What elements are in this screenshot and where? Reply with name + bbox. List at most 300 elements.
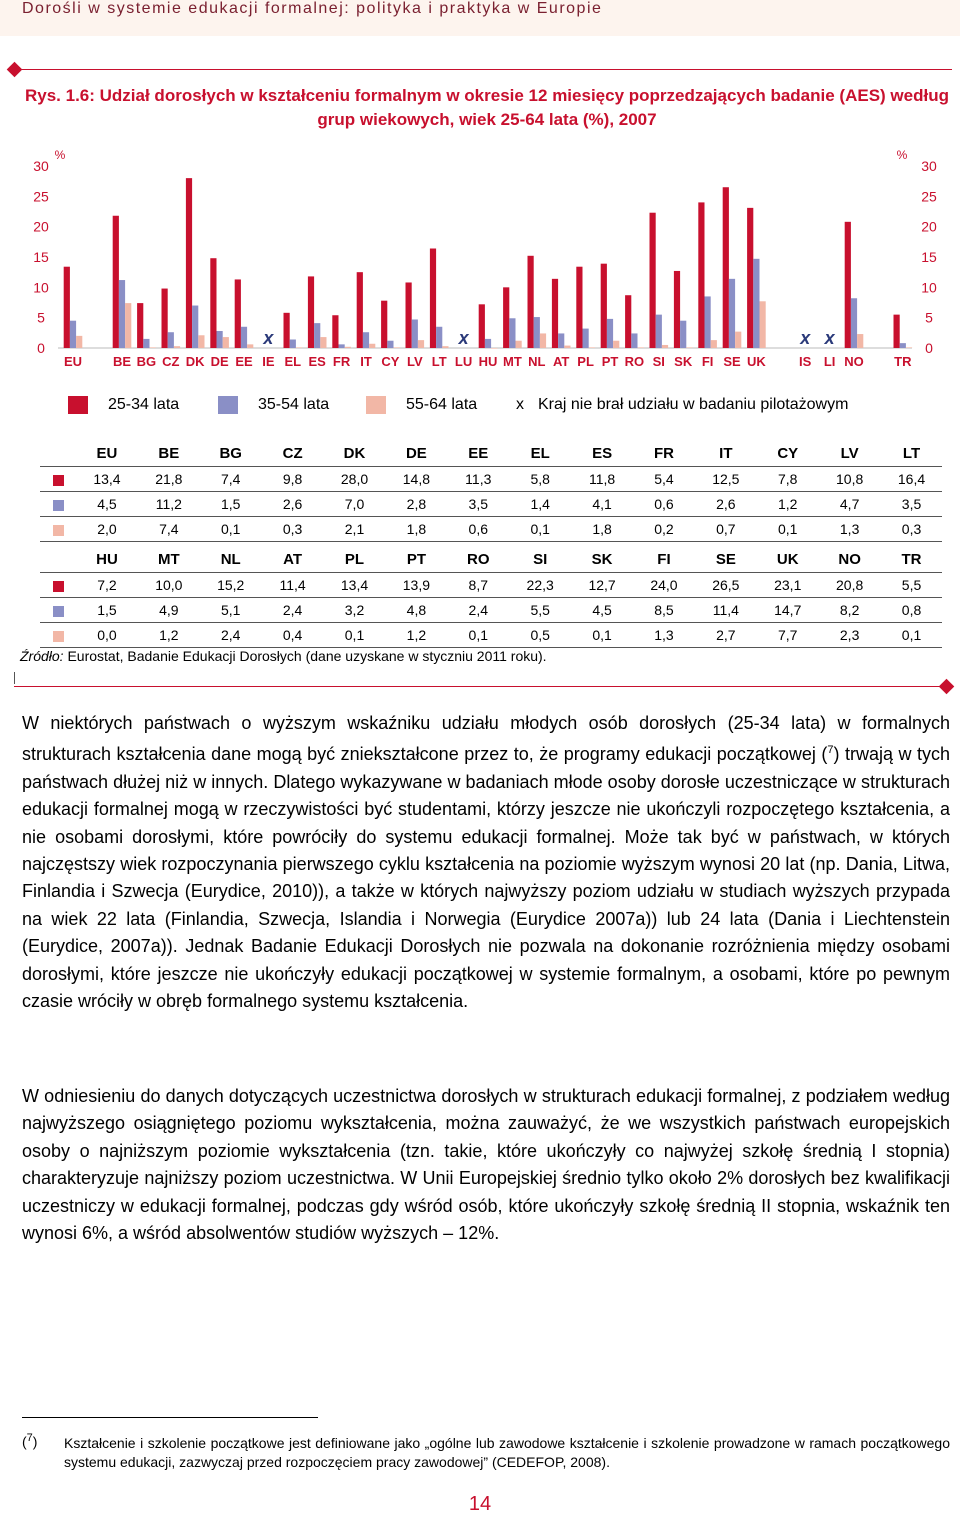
x-tick-label: BG [136,354,157,369]
table-key-cell [40,467,76,492]
bar [558,333,564,348]
table-cell: 1,4 [509,492,571,517]
column-header: LT [881,440,943,467]
table-cell: 4,5 [76,492,138,517]
bar [430,249,436,348]
column-header: EU [76,440,138,467]
bar [900,343,906,348]
legend-label: 55-64 lata [406,396,478,413]
table-cell: 10,0 [138,573,200,598]
y-tick-label: 30 [921,158,937,174]
bar [845,222,851,348]
bar [125,303,131,348]
column-header: DK [324,440,386,467]
table-cell: 0,1 [509,517,571,542]
bar [290,340,296,348]
bar [345,347,351,348]
paragraph-text: ) trwają w tych państwach dłużej niż w innych. Dlatego wykazywane w badaniach młode osoby dorosłe uczestniczące w strukturach edukacji formalnej mogą w rzeczywistości być studentami, którzy jeszcze nie ukończyli rozpoczętego kształcenia, a nie osobami dorosłymi, które powróciły do systemu edukacji formalnej. Może tak być w państwach, w których najczęstszy wiek rozpoczynania pierwszego cyklu kształcenia na poziomie wyższym wynosi 20 lat (np. Dania, Litwa, Finlandia i Szwecja (Eurydice, 2010)), a także w których najwyższy poziom udziału w studiach wyższych przypada na wiek 22 lata (Finlandia, Szwecja, Islandia i Norwegia (Eurydice 2007a)) lub 24 lata (Dania i Liechtenstein (Eurydice, 2007a)). Jednak Badanie Edukacji Dorosłych nie pozwala na dokonanie rozróżnienia między osobami dorosłymi, które jeszcze nie ukończyły edukacji początkowej w systemie formalnym, a osobami, które po pewnym czasie wróciły w obręb formalnego systemu kształcenia. [22,744,950,1012]
table-cell: 13,9 [385,573,447,598]
column-header: AT [262,546,324,573]
bar [656,315,662,348]
legend-x-mark: x [516,396,524,413]
bar [509,318,515,348]
bar [70,321,76,348]
y-tick-label: 10 [921,279,937,296]
table-cell: 5,8 [509,467,571,492]
table-cell: 7,7 [757,623,819,648]
bar [192,306,198,348]
column-header: BG [200,440,262,467]
table-cell: 4,8 [385,598,447,623]
table-cell: 4,5 [571,598,633,623]
table-cell: 3,5 [447,492,509,517]
series-swatch [53,606,64,617]
paragraph-1 [22,710,950,1015]
chart-legend [68,396,948,420]
bar [729,279,735,348]
bar [552,279,558,348]
running-title: Dorośli w systemie edukacji formalnej: polityka i praktyka w Europie [22,0,603,17]
bar [363,332,369,348]
table-cell: 1,2 [757,492,819,517]
series-swatch [53,475,64,486]
bar [320,337,326,348]
table-cell: 0,1 [324,623,386,648]
table-cell: 11,4 [262,573,324,598]
footnote-ref: 7 [827,744,834,757]
table-cell: 5,1 [200,598,262,623]
table-cell: 1,2 [385,623,447,648]
x-tick-label: HU [478,354,498,369]
table-cell: 0,2 [633,517,695,542]
table-cell: 0,1 [200,517,262,542]
column-header: EL [509,440,571,467]
frame-corner [14,672,15,684]
bar [381,301,387,348]
bar [113,216,119,348]
bar [540,333,546,348]
column-header: NO [819,546,881,573]
bar [162,289,168,348]
x-tick-label: MT [503,354,522,369]
table-header-row [40,546,942,573]
series-swatch [53,581,64,592]
bar [503,287,509,348]
table-cell: 22,3 [509,573,571,598]
figure-title: Rys. 1.6: Udział dorosłych w kształceniu formalnym w okresie 12 miesięcy poprzedzających badanie (AES) według grup wiekowych, wiek 25-64 lata (%), 2007 [25,86,949,129]
missing-mark: x [458,328,469,348]
bar [753,259,759,348]
bar [198,335,204,348]
legend-label: 35-54 lata [258,396,330,413]
table-cell: 1,5 [76,598,138,623]
table-cell: 1,5 [200,492,262,517]
table-cell: 12,5 [695,467,757,492]
footnote-text: Kształcenie i szkolenie początkowe jest definiowane jako „ogólne lub zawodowe kształcenie i szkolenie prowadzone w ramach początkowego systemu edukacji, zazwyczaj przed rozpoczęciem pracy zawodowej” (CEDEFOP, 2008). [64,1435,950,1470]
bar [314,323,320,348]
bar [479,304,485,348]
y-tick-label: 20 [921,218,937,235]
bar [339,344,345,348]
footnote-paren: ) [32,1433,38,1450]
x-tick-label: LI [823,354,836,369]
table-row [40,623,942,648]
paragraph-text: W niektórych państwach o wyższym wskaźniku udziału młodych osób dorosłych (25-34 lata) w formalnych strukturach kształcenia dane mogą być zniekształcone przez to, że programy edukacji początkowej ( [22,713,950,765]
table-cell: 1,3 [633,623,695,648]
legend-label: 25-34 lata [108,396,180,413]
bar [583,329,589,348]
x-tick-label: LV [406,354,423,369]
table-cell: 4,1 [571,492,633,517]
x-tick-label: NO [844,354,864,369]
bar [119,280,125,348]
bar [284,313,290,348]
table-cell: 3,5 [881,492,943,517]
table-cell: 0,6 [447,517,509,542]
series-swatch [53,500,64,511]
table-cell: 14,7 [757,598,819,623]
bar-chart [0,140,960,380]
table-cell: 5,4 [633,467,695,492]
bar [247,344,253,348]
x-tick-label: IE [262,354,275,369]
table-cell: 16,4 [881,467,943,492]
table-cell: 0,1 [881,623,943,648]
bar [150,347,156,348]
top-rule [20,69,952,70]
y-tick-label: 5 [37,309,45,326]
bar [625,295,631,348]
bar [394,347,400,348]
bar [662,345,668,348]
x-tick-label: LU [454,354,473,369]
table-cell: 11,3 [447,467,509,492]
legend-item-35-54 [218,396,329,414]
column-header: FI [633,546,695,573]
legend-swatch [366,396,386,414]
table-cell: 7,4 [138,517,200,542]
table-cell: 13,4 [76,467,138,492]
column-header: SI [509,546,571,573]
x-tick-label: SE [723,354,741,369]
column-header: ES [571,440,633,467]
series-swatch [53,525,64,536]
bar [589,347,595,348]
table-key-cell [40,623,76,648]
legend-item-missing [516,396,848,414]
table-cell: 7,0 [324,492,386,517]
bar [534,317,540,348]
table-cell: 11,8 [571,467,633,492]
x-tick-label: SK [674,354,693,369]
column-header: NL [200,546,262,573]
table-cell: 7,4 [200,467,262,492]
x-tick-label: DK [185,354,205,369]
source-text: Eurostat, Badanie Edukacji Dorosłych (dane uzyskane w styczniu 2011 roku). [63,648,547,664]
table-key-cell [40,440,76,467]
column-header: DE [385,440,447,467]
figure-source [20,648,547,664]
bar [516,341,522,348]
table-cell: 0,3 [881,517,943,542]
table-cell: 23,1 [757,573,819,598]
bar [607,319,613,348]
table-cell: 12,7 [571,573,633,598]
x-tick-label: LT [431,354,447,369]
table-cell: 2,0 [76,517,138,542]
bar [747,208,753,348]
bar [698,202,704,348]
table-row [40,492,942,517]
bar [143,339,149,348]
bar [217,331,223,348]
table-key-cell [40,573,76,598]
x-tick-label: BE [112,354,132,369]
bar [436,327,442,348]
x-tick-label: RO [624,354,645,369]
paragraph-2: W odniesieniu do danych dotyczących uczestnictwa dorosłych w strukturach edukacji formalnej, z podziałem według najwyższego osiągniętego poziomu wykształcenia, można zauważyć, że we wszystkich państwach europejskich osoby o najniższym poziomie wykształcenia (tzn. takie, które ukończyły co najwyżej szkołę średnią I stopnia) charakteryzuje najniższy poziom uczestnictwa. W Unii Europejskiej średnio tylko około 2% dorosłych bez kwalifikacji uczestniczy w edukacji formalnej, podczas gdy wśród osób, które ukończyły szkołę średnią II stopnia, wskaźnik ten wynosi 6%, a wśród absolwentów studiów wyższych – 12%. [22,1086,950,1244]
bar [406,282,412,348]
table-cell: 0,7 [695,517,757,542]
x-tick-label: CZ [162,354,180,369]
page-header [0,0,960,36]
y-unit-label: % [896,148,908,162]
bar [723,187,729,348]
bar [442,346,448,348]
y-tick-label: 20 [33,218,49,235]
footnote-mark [22,1432,37,1450]
table-key-cell [40,598,76,623]
bar [851,298,857,348]
table-cell: 0,1 [571,623,633,648]
x-tick-label: ES [308,354,326,369]
table-cell: 8,2 [819,598,881,623]
table-cell: 2,8 [385,492,447,517]
x-tick-label: CY [381,354,400,369]
bar [137,303,143,348]
table-cell: 21,8 [138,467,200,492]
table-cell: 7,2 [76,573,138,598]
column-header: LV [819,440,881,467]
table-cell: 2,3 [819,623,881,648]
y-tick-label: 10 [33,279,49,296]
bar [332,315,338,348]
table-key-cell [40,517,76,542]
column-header: MT [138,546,200,573]
table-cell: 0,1 [757,517,819,542]
table-cell: 0,6 [633,492,695,517]
column-header: CY [757,440,819,467]
series-swatch [53,631,64,642]
x-tick-label: UK [747,354,766,369]
missing-mark: x [824,328,835,348]
table-cell: 1,3 [819,517,881,542]
bar [485,339,491,348]
table-cell: 5,5 [509,598,571,623]
missing-mark: x [800,328,811,348]
bar [528,256,534,348]
y-tick-label: 0 [925,340,933,356]
table-cell: 1,2 [138,623,200,648]
table-key-cell [40,492,76,517]
bar [576,267,582,348]
table-cell: 11,4 [695,598,757,623]
x-tick-label: SI [652,354,665,369]
x-tick-label: EE [235,354,253,369]
y-tick-label: 0 [37,340,45,356]
column-header: TR [881,546,943,573]
bar [601,264,607,348]
column-header: SK [571,546,633,573]
x-tick-label: PT [601,354,619,369]
x-tick-label: EL [284,354,302,369]
x-tick-label: FI [701,354,714,369]
table-cell: 13,4 [324,573,386,598]
bar [412,319,418,348]
bar [369,344,375,348]
table-row [40,573,942,598]
table-key-cell [40,546,76,573]
bar [631,333,637,348]
bar [174,346,180,348]
bar [906,347,912,348]
table-cell: 7,8 [757,467,819,492]
bar [711,340,717,348]
legend-swatch [218,396,238,414]
bar [418,340,424,348]
table-cell: 2,6 [695,492,757,517]
bar [387,341,393,348]
table-cell: 4,7 [819,492,881,517]
column-header: HU [76,546,138,573]
y-unit-label: % [54,148,66,162]
legend-label: Kraj nie brał udziału w badaniu pilotażowym [538,396,849,413]
x-tick-label: IT [360,354,372,369]
y-tick-label: 5 [925,309,933,326]
page-number: 14 [468,1493,492,1515]
table-cell: 2,7 [695,623,757,648]
bar [64,267,70,348]
table-cell: 0,0 [76,623,138,648]
table-cell: 2,4 [262,598,324,623]
y-tick-label: 15 [33,249,49,265]
bar [235,279,241,348]
y-tick-label: 30 [33,158,49,174]
bar [168,332,174,348]
table-cell: 9,8 [262,467,324,492]
legend-item-25-34 [68,396,179,414]
table-header-row [40,440,942,467]
table-cell: 3,2 [324,598,386,623]
column-header: PL [324,546,386,573]
legend-item-55-64 [366,396,477,414]
bar [735,332,741,348]
y-tick-label: 25 [33,188,49,205]
bar [76,336,82,348]
table-cell: 2,4 [447,598,509,623]
table-cell: 26,5 [695,573,757,598]
x-tick-label: EU [63,354,83,369]
x-tick-label: FR [332,354,351,369]
x-tick-label: PL [577,354,594,369]
x-tick-label: TR [894,354,912,369]
table-cell: 0,5 [509,623,571,648]
bar [308,276,314,348]
column-header: BE [138,440,200,467]
footnote-rule [22,1417,318,1418]
legend-swatch [68,396,88,414]
table-cell: 5,5 [881,573,943,598]
source-label: Źródło: [20,648,64,664]
table-cell: 8,7 [447,573,509,598]
table-row [40,467,942,492]
y-tick-label: 25 [921,188,937,205]
table-cell: 14,8 [385,467,447,492]
table-cell: 0,4 [262,623,324,648]
bar [186,178,192,348]
column-header: FR [633,440,695,467]
column-header: EE [447,440,509,467]
column-header: SE [695,546,757,573]
bar [674,271,680,348]
table-row [40,517,942,542]
table-cell: 24,0 [633,573,695,598]
column-header: UK [757,546,819,573]
bar [296,347,302,348]
table-row [40,598,942,623]
footnote-paren: ( [22,1433,27,1450]
table-cell: 2,6 [262,492,324,517]
bar [357,272,363,348]
bar [564,346,570,348]
data-table [40,440,942,648]
table-cell: 2,1 [324,517,386,542]
y-tick-label: 15 [921,249,937,265]
missing-mark: x [263,328,274,348]
table-cell: 1,8 [385,517,447,542]
bar [241,327,247,348]
x-tick-label: NL [528,354,546,369]
bar [491,348,497,349]
x-tick-label: DE [210,354,229,369]
bar [210,258,216,348]
bar [680,321,686,348]
bar [638,347,644,348]
bar [686,347,692,348]
table-cell: 0,1 [447,623,509,648]
table-cell: 20,8 [819,573,881,598]
table-cell: 15,2 [200,573,262,598]
table-cell: 0,8 [881,598,943,623]
bottom-rule [14,686,942,687]
table-cell: 28,0 [324,467,386,492]
bar [650,213,656,348]
table-cell: 11,2 [138,492,200,517]
x-tick-label: IS [799,354,812,369]
bar [857,334,863,348]
column-header: PT [385,546,447,573]
table-cell: 8,5 [633,598,695,623]
bar [760,301,766,348]
bar [613,341,619,348]
table-cell: 10,8 [819,467,881,492]
bar [223,337,229,348]
footnote-number: 7 [26,1432,33,1444]
bar [894,315,900,348]
table-cell: 1,8 [571,517,633,542]
table-cell: 0,3 [262,517,324,542]
column-header: RO [447,546,509,573]
